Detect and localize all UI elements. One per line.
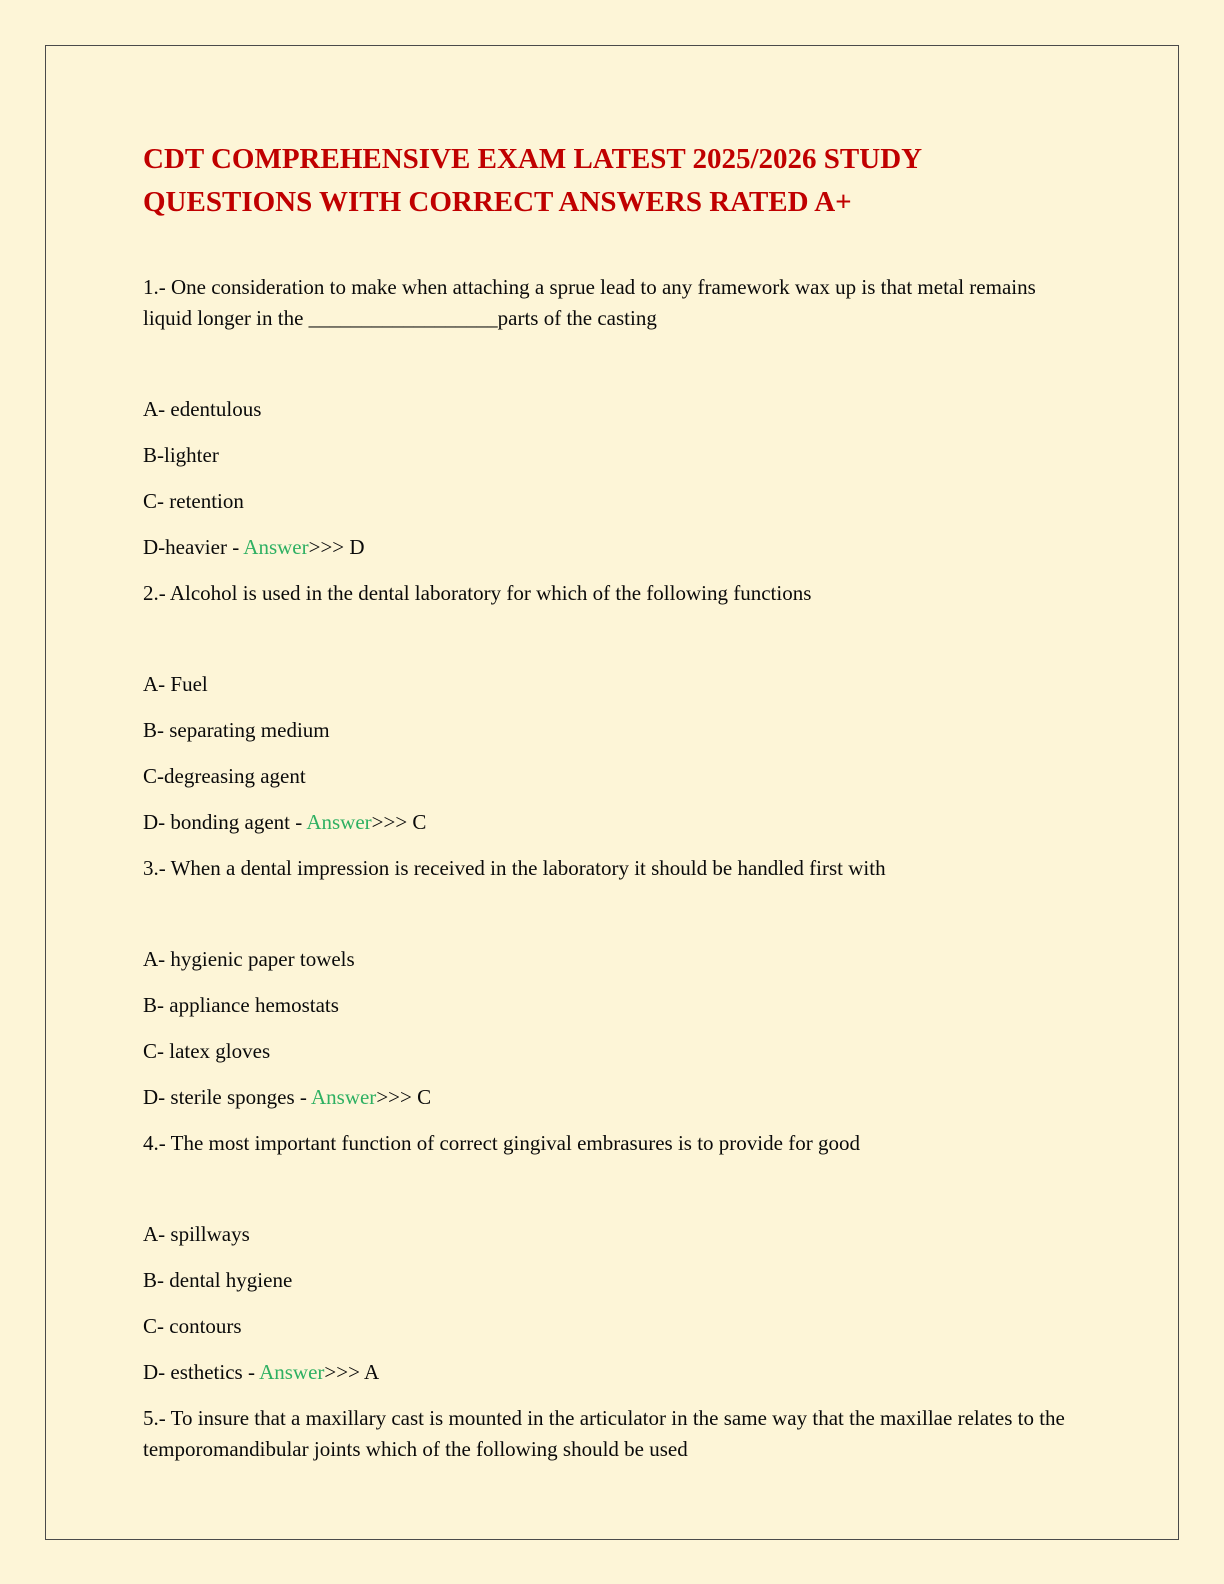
question-options bbox=[143, 1174, 1073, 1388]
question-text: 4.- The most important function of correct gingival embrasures is to provide for good bbox=[143, 1131, 860, 1155]
question-2 bbox=[143, 578, 1073, 838]
option-item: B- appliance hemostats bbox=[143, 993, 339, 1017]
question-text: 2.- Alcohol is used in the dental laboratory for which of the following functions bbox=[143, 581, 812, 605]
option-item: A- spillways bbox=[143, 1222, 250, 1246]
option-item: C- retention bbox=[143, 489, 244, 513]
answer-label: Answer bbox=[306, 810, 372, 834]
answer-option: D- esthetics - bbox=[143, 1360, 260, 1384]
answer-line bbox=[143, 1082, 1073, 1113]
answer-value: >>> D bbox=[308, 535, 365, 559]
option-item: A- hygienic paper towels bbox=[143, 947, 355, 971]
option-item: A- Fuel bbox=[143, 672, 208, 696]
option-item: C-degreasing agent bbox=[143, 764, 306, 788]
question-options bbox=[143, 349, 1073, 563]
answer-label: Answer bbox=[243, 535, 309, 559]
answer-line bbox=[143, 532, 1073, 563]
question-options bbox=[143, 624, 1073, 838]
document-content bbox=[143, 138, 1073, 1480]
answer-value: >>> C bbox=[371, 810, 427, 834]
option-item: B-lighter bbox=[143, 443, 219, 467]
question-text: 1.- One consideration to make when attaching a sprue lead to any framework wax up is that metal remains liquid longer in the __________________parts of the casting bbox=[143, 275, 1036, 330]
answer-option: D- sterile sponges - bbox=[143, 1085, 311, 1109]
answer-line bbox=[143, 807, 1073, 838]
answer-label: Answer bbox=[310, 1085, 377, 1109]
question-1 bbox=[143, 272, 1073, 563]
document-title: CDT COMPREHENSIVE EXAM LATEST 2025/2026 STUDY QUESTIONS WITH CORRECT ANSWERS RATED A+ bbox=[143, 143, 922, 218]
question-3 bbox=[143, 853, 1073, 1113]
question-options bbox=[143, 899, 1073, 1113]
option-item: C- contours bbox=[143, 1314, 242, 1338]
option-item: B- separating medium bbox=[143, 718, 330, 742]
answer-label: Answer bbox=[259, 1360, 325, 1384]
option-item: B- dental hygiene bbox=[143, 1268, 293, 1292]
answer-value: >>> A bbox=[324, 1360, 380, 1384]
answer-option: D-heavier - bbox=[143, 535, 244, 559]
option-item: A- edentulous bbox=[143, 397, 262, 421]
question-text: 3.- When a dental impression is received in the laboratory it should be handled first with bbox=[143, 856, 886, 880]
question-5 bbox=[143, 1403, 1073, 1465]
question-text: 5.- To insure that a maxillary cast is mounted in the articulator in the same way that the maxillae relates to the temporomandibular joints which of the following should be used bbox=[143, 1406, 1065, 1461]
option-item: C- latex gloves bbox=[143, 1039, 271, 1063]
answer-option: D- bonding agent - bbox=[143, 810, 307, 834]
question-4 bbox=[143, 1128, 1073, 1388]
answer-line bbox=[143, 1357, 1073, 1388]
answer-value: >>> C bbox=[376, 1085, 432, 1109]
